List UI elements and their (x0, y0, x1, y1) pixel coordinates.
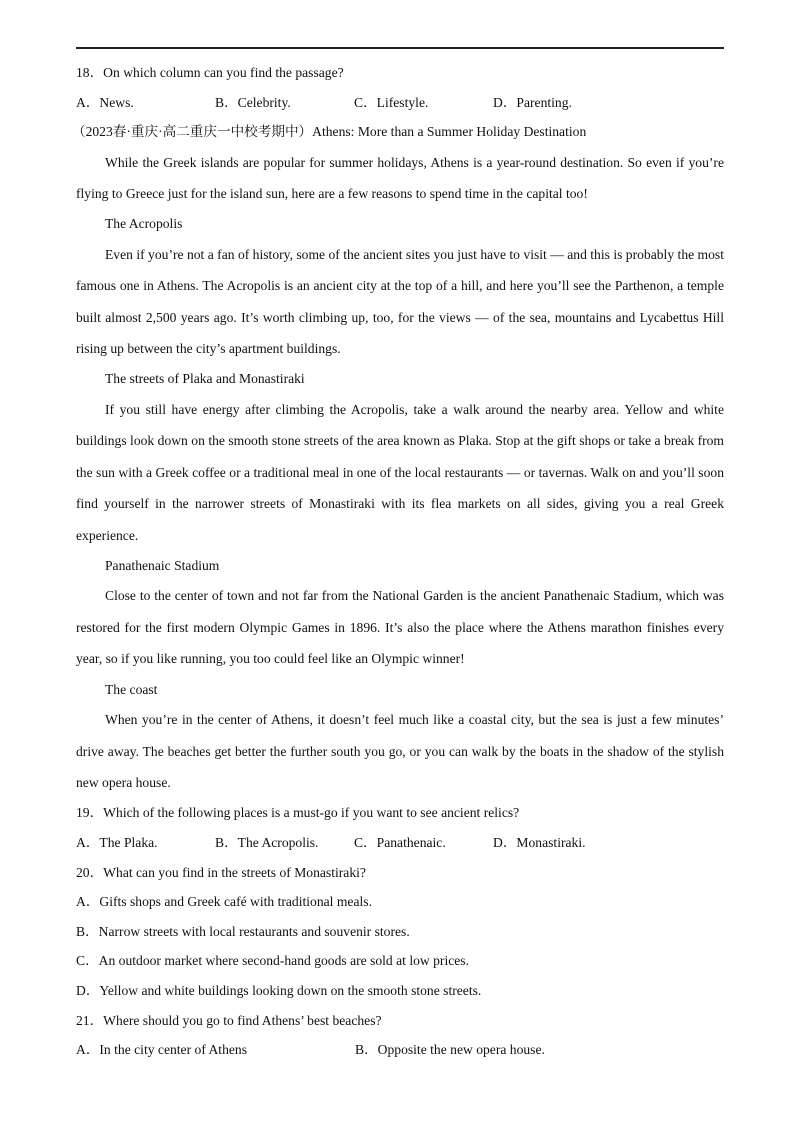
question-18-options (76, 88, 724, 118)
option-d: D．Monastiraki. (493, 835, 586, 850)
option-a: A．News. (76, 94, 134, 110)
passage-source-title: （2023春·重庆·高二重庆一中校考期中）Athens: More than a Summer Holiday Destination (72, 124, 587, 139)
section-text: If you still have energy after climbing the Acropolis, take a walk around the nearby area. Yellow and white buildings look down on the smooth stone streets of the area known as Plaka. Stop at the gift shops or take a break from the sun with a Greek coffee or a traditional meal in one of the local restaurants — or tavernas. Walk on and you’ll soon find yourself in the narrower streets of Monastiraki with its flea markets on all sides, giving you a real Greek experience. (76, 401, 724, 543)
question-18: 18．On which column can you find the passage? (76, 65, 344, 80)
option-c: C．An outdoor market where second-hand goods are sold at low prices. (76, 953, 469, 969)
option-b: B．Opposite the new opera house. (355, 1042, 545, 1058)
question-20: 20．What can you find in the streets of Monastiraki? (76, 864, 366, 880)
document-page (72, 58, 724, 1065)
option-b: B．The Acropolis. (215, 835, 319, 850)
question-21-options (76, 1035, 724, 1065)
section-heading: The streets of Plaka and Monastiraki (105, 371, 305, 387)
question-19-options (76, 828, 724, 858)
section-heading: Panathenaic Stadium (105, 557, 220, 573)
option-a: A．In the city center of Athens (76, 1042, 248, 1058)
passage-intro: While the Greek islands are popular for summer holidays, Athens is a year-round destination. So even if you’re flying to Greece just for the island sun, here are a few reasons to spend time in the capital too! (76, 154, 724, 201)
section-heading: The coast (105, 681, 158, 697)
section-text: Even if you’re not a fan of history, some of the ancient sites you just have to visit — and this is probably the most famous one in Athens. The Acropolis is an ancient city at the top of a hill, and here you’ll see the Parthenon, a temple built almost 2,500 years ago. It’s worth climbing up, too, for the views — of the sea, mountains and Lycabettus Hill rising up between the city’s apartment buildings. (76, 246, 724, 357)
section-text: Close to the center of town and not far from the National Garden is the ancient Panathenaic Stadium, which was restored for the first modern Olympic Games in 1896. It’s also the place where the Athens marathon finishes every year, so if you like running, you too could feel like an Olympic winner! (76, 588, 724, 667)
option-c: C．Panathenaic. (354, 835, 446, 850)
option-b: B．Narrow streets with local restaurants and souvenir stores. (76, 923, 410, 939)
option-b: B．Celebrity. (215, 94, 291, 110)
option-a: A．The Plaka. (76, 835, 158, 850)
question-19: 19．Which of the following places is a must-go if you want to see ancient relics? (76, 805, 520, 821)
section-heading: The Acropolis (105, 216, 183, 232)
header-rule (76, 47, 724, 49)
section-text: When you’re in the center of Athens, it doesn’t feel much like a coastal city, but the sea is just a few minutes’ drive away. The beaches get better the further south you go, or you can walk by the boats in the shadow of the stylish new opera house. (76, 712, 724, 790)
option-c: C．Lifestyle. (354, 94, 429, 110)
question-21: 21．Where should you go to find Athens’ best beaches? (76, 1012, 382, 1028)
option-a: A．Gifts shops and Greek café with traditional meals. (76, 894, 372, 910)
option-d: D．Yellow and white buildings looking down on the smooth stone streets. (76, 982, 482, 998)
option-d: D．Parenting. (493, 94, 572, 110)
